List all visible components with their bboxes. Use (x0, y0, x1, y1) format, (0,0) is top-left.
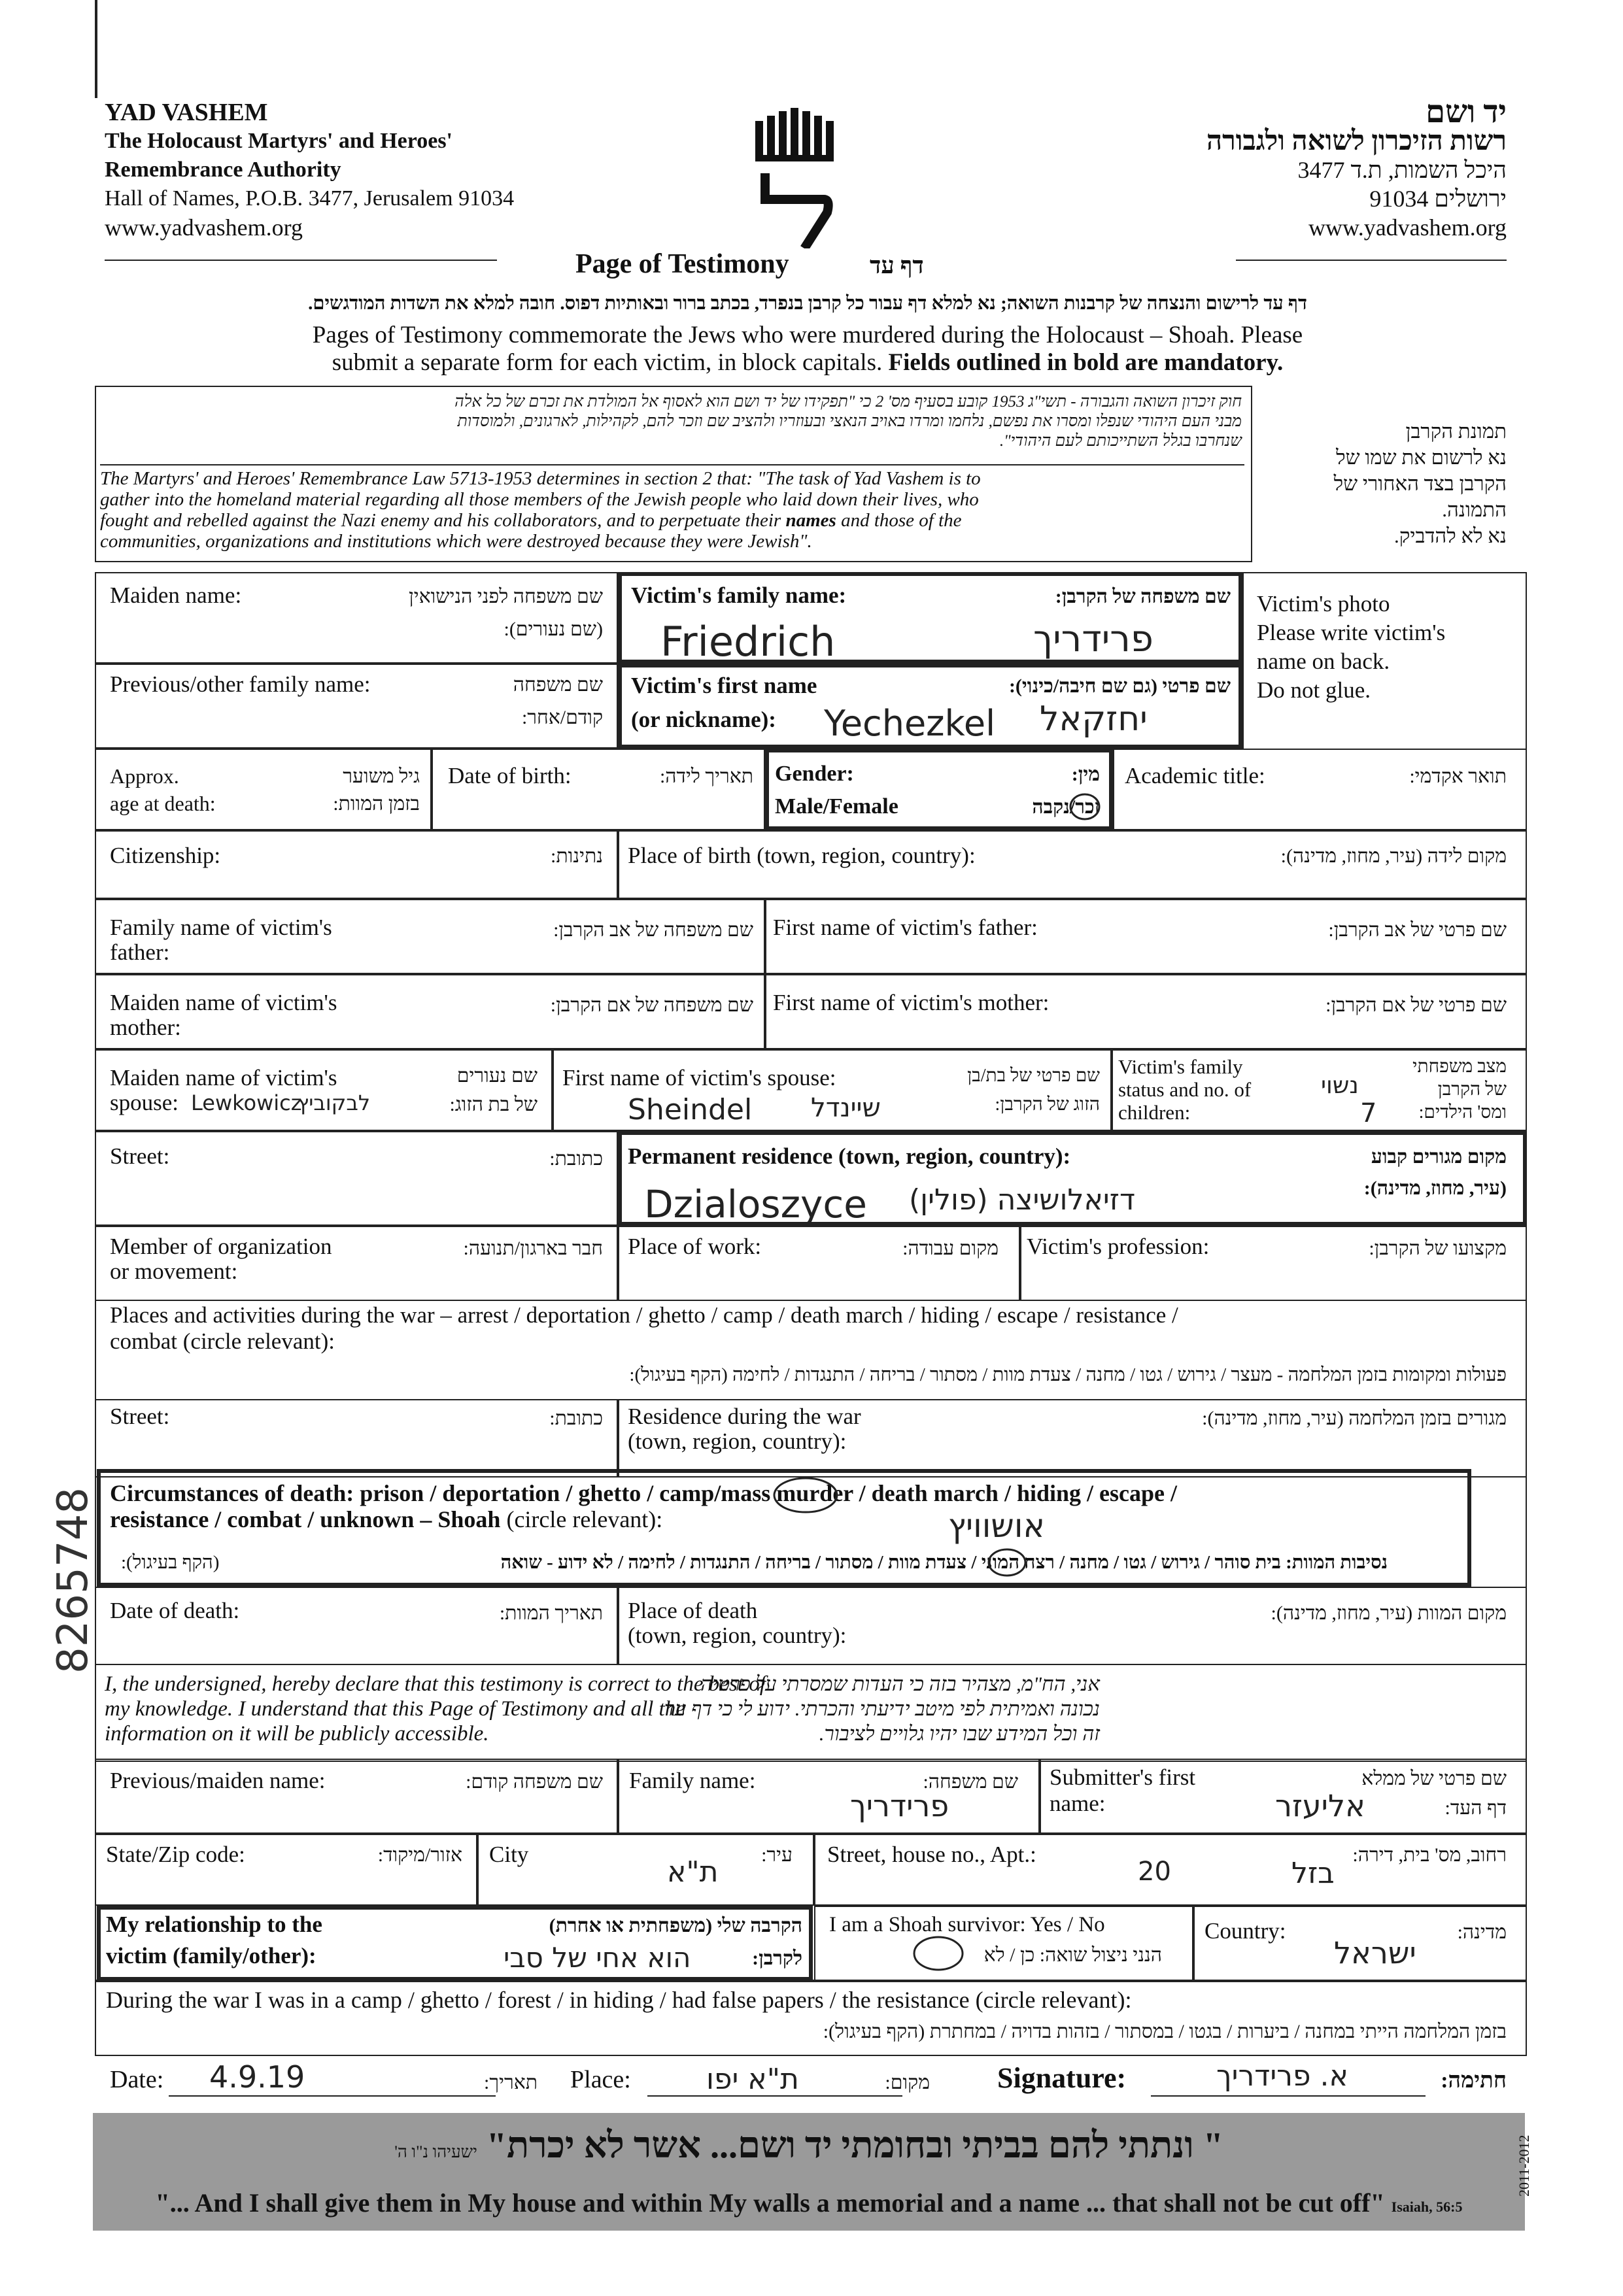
survivor-label-he: הנני ניצול שואה: כן / לא (983, 1944, 1162, 1966)
submitter-family-name-value: פרידריך (850, 1788, 949, 1823)
law-he-line2: מבני העם היהודי שנפלו ומסרו את נפשם, נלחמו ומרדו באויב הנאצי ובעוזריו ולהציב שם וזכר להם, לקהילות, לארגונים, ולמוסדות (457, 413, 1242, 430)
citizenship-label-he: נתינות: (551, 845, 603, 867)
photo-en-4: Do not glue. (1257, 677, 1371, 703)
submitter-city-label: City (489, 1842, 529, 1867)
residence-label: Permanent residence (town, region, country): (628, 1143, 1071, 1169)
country-value: ישראל (1334, 1935, 1416, 1970)
pod-label-he: מקום המוות (עיר, מחוז, מדינה): (1271, 1602, 1507, 1624)
circumstances-value-he: אושוויץ (948, 1507, 1045, 1545)
submitter-first-name-label: Submitter's first (1050, 1764, 1196, 1790)
declaration-he-3: זה וכל המידע שבו יהיו גלויים לציבור. (819, 1722, 1100, 1745)
address-en: Hall of Names, P.O.B. 3477, Jerusalem 91034 (105, 186, 515, 211)
declaration-en-2: my knowledge. I understand that this Page of Testimony and all the (105, 1697, 685, 1721)
member-label-he: חבר בארגון/תנועה: (463, 1238, 603, 1259)
submitter-prev-name-label: Previous/maiden name: (110, 1768, 326, 1793)
activities-field[interactable] (95, 0, 97, 98)
date-label-he: תאריך: (484, 2072, 538, 2093)
gender-label-he2: זכר/נקבה (1032, 796, 1100, 818)
relationship-label2: victim (family/other): (106, 1943, 316, 1968)
submitter-street-value: בזל (1291, 1857, 1335, 1890)
activities-label: Places and activities during the war – arrest / deportation / ghetto / camp / death march / hiding / escape / resistance / (110, 1302, 1178, 1328)
family-status-value: נשוי (1321, 1072, 1359, 1099)
place-value: ת"א יפו (706, 2063, 799, 2096)
signature-value: א. פרידריך (1216, 2059, 1348, 2093)
country-label-he: מדינה: (1457, 1921, 1507, 1943)
instructions-en-line1: Pages of Testimony commemorate the Jews who were murdered during the Holocaust – Shoah. Please (312, 322, 1303, 348)
submitter-zip-label: State/Zip code: (106, 1842, 245, 1867)
maiden-name-label-he2: (שם נעורים): (504, 618, 603, 640)
age-label: Approx. (110, 764, 179, 788)
dob-field[interactable] (432, 749, 765, 830)
war-street-label-he: כתובת: (549, 1408, 603, 1429)
instructions-en-bold: Fields outlined in bold are mandatory. (888, 349, 1284, 376)
instructions-en-line2: submit a separate form for each victim, in block capitals. (332, 349, 889, 376)
relationship-label-he2: לקרבן: (752, 1948, 802, 1969)
family-name-label-he: שם משפחה של הקרבן: (1055, 586, 1231, 607)
mother-first-label: First name of victim's mother: (773, 990, 1050, 1015)
photo-he-1: תמונת הקרבן (1405, 420, 1507, 443)
mother-maiden-label2: mother: (110, 1015, 181, 1040)
declaration-en-3: information on it will be publicly accessible. (105, 1722, 489, 1746)
activities-label2: combat (circle relevant): (110, 1328, 335, 1354)
first-name-label: Victim's first name (631, 673, 817, 698)
spouse-first-label: First name of victim's spouse: (562, 1065, 836, 1090)
law-box (95, 386, 1252, 562)
war-residence-label2: (town, region, country): (628, 1428, 847, 1454)
law-text-he (104, 392, 1242, 451)
family-status-label: Victim's family (1118, 1055, 1243, 1078)
circumstances-label2: resistance / combat / unknown – Shoah (110, 1506, 501, 1532)
archive-stamp-number: 8265748 (49, 1487, 97, 1674)
circumstances-label: Circumstances of death: prison / deportation / ghetto / camp/mass murder / death march / hiding / escape / (110, 1480, 1177, 1506)
submitter-street-number-value: 20 (1138, 1857, 1171, 1887)
signature-line (1151, 2095, 1426, 2097)
maiden-name-label: Maiden name: (110, 582, 242, 608)
circumstances-label-he2: (הקף בעיגול): (121, 1552, 220, 1573)
signature-label: Signature: (997, 2062, 1127, 2094)
previous-name-label-he: שם משפחה (513, 674, 603, 696)
spouse-maiden-label-he: שם נעורים (456, 1065, 538, 1087)
family-status-label-he: מצב משפחתי (1412, 1056, 1507, 1077)
circumstances-label-he: נסיבות המוות: בית סוהר / גירוש / גטו / מחנה / רצח המוני / צעדת מוות / מסתור / בריחה / התנגדות / לחימה / לא ידוע - שואה (500, 1552, 1388, 1573)
country-label: Country: (1204, 1918, 1286, 1944)
dod-label-he: תאריך המוות: (499, 1602, 603, 1624)
residence-label-he: מקום מגורים קבוע (1371, 1146, 1507, 1168)
age-label2: age at death: (110, 792, 216, 815)
residence-value: Dzialoszyce (644, 1182, 867, 1226)
law-en-line1: The Martyrs' and Heroes' Remembrance Law 5713-1953 determines in section 2 that: "The task of Yad Vashem is to (100, 468, 981, 489)
war-status-label: During the war I was in a camp / ghetto / forest / in hiding / had false papers / the resistance (circle relevant): (106, 1987, 1132, 2013)
mother-maiden-label-he: שם משפחה של אם הקרבן: (550, 994, 753, 1016)
submitter-zip-label-he: אזור/מיקוד: (377, 1844, 462, 1866)
gender-label: Gender: (775, 762, 854, 786)
street-field[interactable] (95, 1131, 618, 1226)
submitter-family-name-label: Family name: (629, 1768, 756, 1793)
family-name-label: Victim's family name: (631, 582, 847, 608)
relationship-label-he: הקרבה שלי (משפחתית או אחרת) (549, 1915, 802, 1936)
residence-value-he: דזיאלושיצה (פולין) (909, 1183, 1135, 1217)
org-line2-he: רשות הזיכרון לשואה ולגבורה (1206, 126, 1507, 156)
circumstances-label2b: (circle relevant): (506, 1506, 663, 1532)
photo-en-3: name on back. (1257, 649, 1390, 674)
verse-he-text: " ונתתי להם בביתי ובחומתי יד ושם... אשר לא יכרת" (486, 2125, 1223, 2166)
spouse-first-label-he2: הזוג של הקרבן: (995, 1094, 1100, 1115)
pod-label: Place of death (628, 1598, 758, 1623)
footer-verse-band (93, 2113, 1525, 2231)
submitter-first-name-label2: name: (1050, 1791, 1106, 1816)
father-first-label: First name of victim's father: (773, 915, 1038, 940)
family-status-label-he3: ומס' הילדים: (1418, 1102, 1507, 1123)
academic-field[interactable] (1113, 749, 1527, 830)
header-hebrew (1206, 95, 1507, 242)
submitter-city-value: ת"א (667, 1855, 719, 1889)
dod-label: Date of death: (110, 1598, 240, 1623)
date-line (169, 2095, 496, 2097)
submitter-first-name-value: אליעזר (1275, 1788, 1365, 1823)
instructions-he: דף עד לרישום והנצחה של קרבנות השואה; נא למלא דף עבור כל קרבן בנפרד, בכתב ברור ובאותיות דפוס. חובה למלא את השדות המודגשים. (308, 293, 1307, 314)
spouse-maiden-value: Lewkowicz (191, 1090, 302, 1115)
profession-label-he: מקצועו של הקרבן: (1369, 1238, 1507, 1259)
survivor-label: I am a Shoah survivor: Yes / No (829, 1913, 1105, 1936)
org-name-he: יד ושם (1426, 95, 1507, 129)
declaration-he-2: נכונה ואמיתית לפי מיטב ידיעתי והכרתי. ידוע לי כי דף עד (664, 1697, 1100, 1720)
verse-en (93, 2187, 1525, 2218)
law-en-line3c: and those of the (836, 510, 962, 531)
law-en-line4: communities, organizations and institutions which were destroyed because they were Jewish". (100, 531, 812, 552)
father-family-label: Family name of victim's (110, 915, 332, 940)
place-label: Place: (570, 2066, 631, 2093)
survivor-no-circle-mark (912, 1935, 965, 1972)
previous-name-label: Previous/other family name: (110, 671, 371, 697)
header-rule-right (1236, 260, 1507, 261)
pod-label2: (town, region, country): (628, 1623, 847, 1648)
photo-he-2: נא לרשום את שמו של (1336, 446, 1507, 469)
law-en-line2: gather into the homeland material regarding all those members of the Jewish people who laid down their lives, who (100, 489, 979, 510)
camp-he-circle-mark (987, 1548, 1027, 1577)
verse-ref-en: Isaiah, 56:5 (1391, 2199, 1463, 2215)
first-name-label-he: שם פרטי (גם שם חיבה/כינוי): (1008, 675, 1231, 697)
family-status-label-he2: של הקרבן (1437, 1079, 1507, 1100)
law-en-names: names (785, 510, 836, 531)
camp-circle-mark (773, 1476, 838, 1514)
age-label-he: גיל משוער (343, 766, 420, 787)
work-place-label: Place of work: (628, 1234, 762, 1259)
pob-label-he: מקום לידה (עיר, מחוז, מדינה): (1280, 845, 1507, 867)
place-label-he: מקום: (885, 2072, 930, 2093)
family-status-label3: children: (1118, 1101, 1191, 1124)
academic-label: Academic title: (1125, 763, 1265, 788)
war-street-field[interactable] (95, 1399, 618, 1477)
pob-label: Place of birth (town, region, country): (628, 843, 976, 868)
gender-label-he: מין: (1071, 764, 1100, 785)
war-street-label: Street: (110, 1404, 170, 1429)
family-name-value-he: פרידריך (1033, 618, 1153, 660)
children-count-value: 7 (1360, 1098, 1377, 1128)
spouse-first-value: Sheindel (628, 1093, 753, 1126)
law-en-line3: fought and rebelled against the Nazi enemy and his collaborators, and to perpetuate their (100, 510, 786, 531)
father-family-label2: father: (110, 939, 170, 965)
maiden-name-label-he: שם משפחה לפני הנישואין (409, 586, 603, 607)
law-he-line1: חוק זיכרון השואה והגבורה - תשי"ג 1953 קובע בסעיף מס' 2 כי "תפקידו של יד ושם הוא לאסוף אל המולדת את זכרם של כל אלה (454, 393, 1242, 411)
mother-maiden-label: Maiden name of victim's (110, 990, 337, 1015)
date-label: Date: (110, 2066, 164, 2093)
spouse-maiden-label2: spouse: (110, 1090, 179, 1115)
previous-name-label-he2: קודם/אחר: (521, 707, 603, 728)
photo-en-1: Victim's photo (1257, 591, 1390, 616)
street-label: Street: (110, 1143, 170, 1169)
academic-label-he: תואר אקדמי: (1409, 766, 1507, 787)
relationship-value: הוא אחי של סבי (504, 1942, 691, 1974)
spouse-maiden-label-he2: של בת הזוג: (449, 1094, 538, 1115)
father-first-label-he: שם פרטי של אב הקרבן: (1328, 919, 1507, 941)
declaration-en-1: I, the undersigned, hereby declare that this testimony is correct to the best of (105, 1672, 766, 1696)
first-name-label2: (or nickname): (631, 707, 776, 732)
url-he: www.yadvashem.org (1308, 214, 1507, 241)
submitter-first-name-label-he: שם פרטי של ממלא (1361, 1768, 1507, 1789)
address-he-2: ירושלים 91034 (1369, 186, 1507, 212)
war-status-label-he: בזמן המלחמה הייתי במחנה / ביערות / בגטו / במסתור / בזהות בדויה / במחתרת (הקף בעיגול): (823, 2021, 1507, 2042)
header-rule-left (105, 260, 497, 261)
gender-male-circle-mark (1069, 792, 1101, 821)
org-line3-en: Remembrance Authority (105, 158, 341, 182)
org-name-en: YAD VASHEM (105, 99, 268, 126)
declaration-he-1: אני, הח"מ, מצהיר בזה כי העדות שמסרתי על פרטיה (700, 1672, 1100, 1695)
header-english (105, 98, 514, 242)
submitter-city-label-he: עיר: (761, 1844, 793, 1866)
photo-divider (1242, 572, 1244, 749)
dob-label: Date of birth: (448, 763, 572, 788)
page-title-he: דף עד (870, 252, 924, 279)
family-name-value: Friedrich (660, 618, 836, 666)
photo-he-5: נא לא להדביק. (1394, 524, 1507, 547)
yad-vashem-logo-icon (752, 108, 844, 248)
spouse-first-label-he: שם פרטי של בת/בן (967, 1066, 1100, 1086)
citizenship-label: Citizenship: (110, 843, 221, 868)
relationship-label: My relationship to the (106, 1912, 322, 1937)
spouse-maiden-label: Maiden name of victim's (110, 1065, 337, 1090)
spouse-maiden-value-he: לבקוביץ (298, 1090, 371, 1115)
signature-label-he: חתימה: (1441, 2068, 1507, 2093)
family-status-label2: status and no. of (1118, 1078, 1252, 1101)
photo-he-3: הקרבן בצד האחורי של (1333, 472, 1507, 495)
dob-label-he: תאריך לידה: (659, 766, 753, 787)
submitter-first-name-label-he2: דף העד: (1444, 1797, 1507, 1819)
member-label2: or movement: (110, 1258, 238, 1284)
submitter-street-label: Street, house no., Apt.: (827, 1842, 1036, 1867)
page-title: Page of Testimony (575, 249, 789, 279)
war-residence-label: Residence during the war (628, 1404, 861, 1429)
father-family-label-he: שם משפחה של אב הקרבן: (553, 919, 753, 941)
photo-en-2: Please write victim's (1257, 620, 1446, 645)
residence-label-he2: (עיר, מחוז, מדינה): (1363, 1177, 1507, 1199)
verse-en-text: "... And I shall give them in My house and within My walls a memorial and a name ... that shall not be cut off" (155, 2188, 1385, 2218)
law-text-en (100, 464, 1244, 552)
photo-he-4: התמונה. (1442, 498, 1507, 521)
profession-label: Victim's profession: (1027, 1234, 1210, 1259)
spouse-first-value-he: שיינדל (811, 1093, 881, 1123)
first-name-value-he: יחזקאל (1040, 700, 1148, 739)
date-value: 4.9.19 (209, 2059, 305, 2095)
first-name-value: Yechezkel (824, 703, 996, 744)
org-line2-en: The Holocaust Martyrs' and Heroes' (105, 129, 453, 153)
verse-he (93, 2125, 1525, 2167)
street-label-he: כתובת: (549, 1148, 603, 1170)
address-he-1: היכל השמות, ת.ד 3477 (1297, 157, 1507, 183)
mother-first-label-he: שם פרטי של אם הקרבן: (1325, 994, 1507, 1016)
declaration-he (479, 1672, 1100, 1746)
submitter-street-label-he: רחוב, מס' בית, דירה: (1352, 1844, 1507, 1866)
member-label: Member of organization (110, 1234, 332, 1259)
activities-label-he: פעולות ומקומות בזמן המלחמה - מעצר / גירוש / גטו / מחנה / צעדת מוות / מסתור / בריחה / התנגדות / לחימה (הקף בעיגול): (629, 1364, 1507, 1385)
form-version: 2011-2012 (1516, 2135, 1532, 2197)
law-he-line3: שנחרבו בגלל השתייכותם לעם היהודי". (999, 432, 1242, 450)
age-field[interactable] (95, 749, 432, 830)
verse-ref-he: ישעיהו נ"ו ה' (394, 2142, 477, 2161)
submitter-family-name-label-he: שם משפחה: (923, 1771, 1018, 1793)
instructions-en (105, 322, 1511, 377)
age-label-he2: בזמן המוות: (333, 793, 420, 815)
photo-instructions-he (1284, 418, 1507, 549)
work-place-label-he: מקום עבודה: (902, 1238, 999, 1259)
url-en: www.yadvashem.org (105, 214, 303, 241)
submitter-prev-name-label-he: שם משפחה קודם: (466, 1771, 603, 1793)
war-residence-label-he: מגורים בזמן המלחמה (עיר, מחוז, מדינה): (1202, 1408, 1507, 1429)
gender-label2: Male/Female (775, 794, 898, 819)
